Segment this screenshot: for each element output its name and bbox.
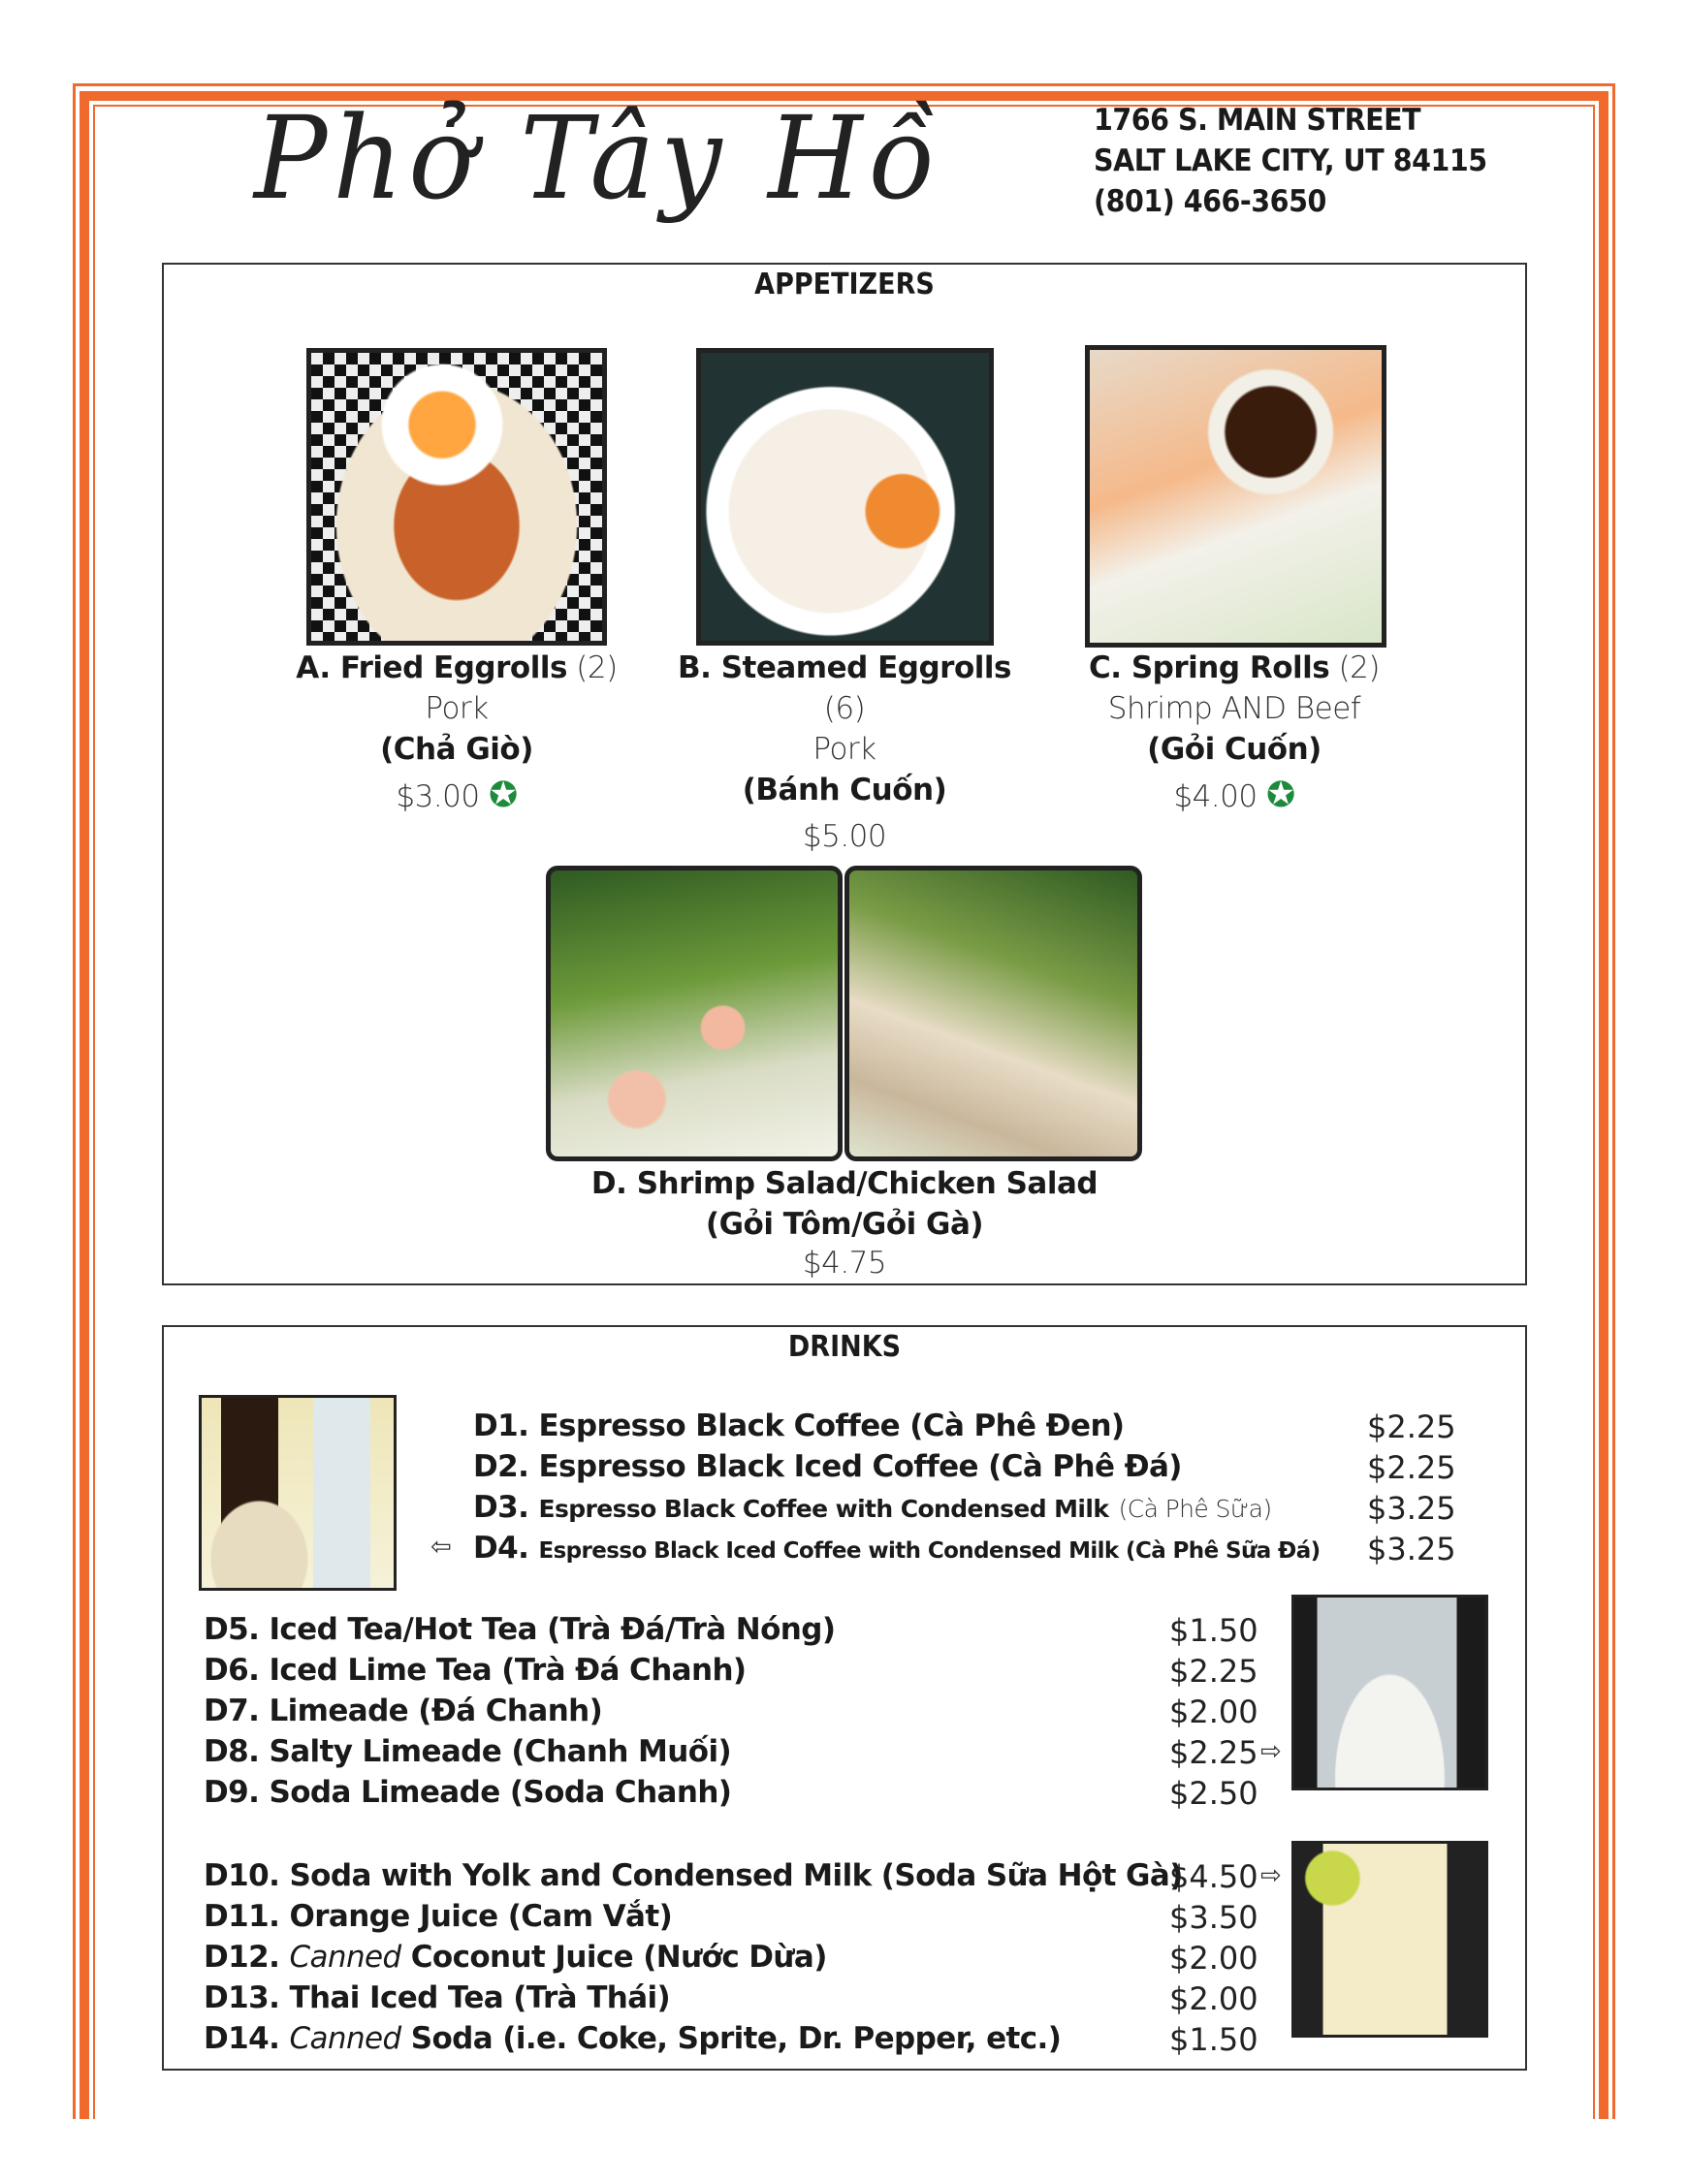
item-price: $4.75 xyxy=(802,1246,887,1281)
drinks-title: DRINKS xyxy=(787,1330,902,1364)
drink-code: D10. xyxy=(204,1858,290,1893)
drink-qualifier: Canned xyxy=(289,1940,401,1975)
price-d7: $2.00 xyxy=(1169,1693,1258,1730)
drink-name: Soda with Yolk and Condensed Milk (Soda Sữa Hột Gà) xyxy=(289,1858,1183,1893)
price-d9: $2.50 xyxy=(1169,1775,1258,1812)
item-vietnamese: (Bánh Cuốn) xyxy=(742,773,947,807)
price-d2: $2.25 xyxy=(1367,1449,1456,1486)
drink-d5: D5. Iced Tea/Hot Tea (Trà Đá/Trà Nóng) xyxy=(204,1612,836,1647)
drink-d11 xyxy=(204,1899,672,1934)
drink-name: Espresso Black Iced Coffee with Condensed Milk (Cà Phê Sữa Đá) xyxy=(538,1538,1321,1564)
drink-d6: D6. Iced Lime Tea (Trà Đá Chanh) xyxy=(204,1653,747,1688)
address-line2: SALT LAKE CITY, UT 84115 xyxy=(1094,143,1487,178)
drink-name: Coconut Juice (Nước Dừa) xyxy=(400,1940,827,1975)
appetizer-item-b xyxy=(655,648,1034,857)
coffee-photo xyxy=(199,1395,397,1591)
price-d14: $1.50 xyxy=(1169,2021,1258,2058)
appetizers-title: APPETIZERS xyxy=(754,268,935,301)
price-d8: $2.25 xyxy=(1169,1734,1258,1771)
arrow-right-icon: ⇨ xyxy=(1260,1861,1282,1890)
drink-code: D2. xyxy=(473,1449,529,1484)
address-line1: 1766 S. MAIN STREET xyxy=(1094,103,1421,138)
phone-number: (801) 466-3650 xyxy=(1094,184,1326,219)
item-filling: Pork xyxy=(812,732,876,767)
arrow-left-icon: ⇦ xyxy=(430,1533,452,1562)
limeade-photo xyxy=(1291,1595,1488,1790)
chicken-salad-photo xyxy=(844,866,1142,1161)
star-icon: ✪ xyxy=(1265,775,1295,815)
item-name: D. Shrimp Salad/Chicken Salad xyxy=(590,1166,1099,1201)
item-vietnamese: (Gỏi Cuốn) xyxy=(1147,732,1322,767)
drink-name: Espresso Black Coffee (Cà Phê Đen) xyxy=(538,1409,1125,1443)
drink-d1 xyxy=(473,1409,1125,1443)
drink-name: Thai Iced Tea (Trà Thái) xyxy=(289,1980,671,2015)
appetizer-item-a xyxy=(268,648,646,817)
drink-code: D12. xyxy=(204,1940,290,1975)
appetizer-item-d xyxy=(453,1163,1236,1282)
drink-name: Soda (i.e. Coke, Sprite, Dr. Pepper, etc.) xyxy=(400,2021,1062,2056)
drink-code: D3. xyxy=(473,1490,529,1525)
appetizer-item-c xyxy=(1045,648,1423,817)
drink-code: D11. xyxy=(204,1899,290,1934)
item-price: $3.00 xyxy=(396,779,480,814)
drink-code: D4. xyxy=(473,1531,529,1566)
drink-name: Orange Juice (Cam Vắt) xyxy=(289,1899,673,1934)
drink-code: D1. xyxy=(473,1409,529,1443)
drink-d14 xyxy=(204,2021,1061,2056)
fried-eggrolls-photo xyxy=(306,348,607,646)
item-name: C. Spring Rolls xyxy=(1089,650,1330,685)
item-qty: (2) xyxy=(576,650,618,685)
item-price: $5.00 xyxy=(802,819,887,854)
item-filling: Shrimp AND Beef xyxy=(1107,691,1361,726)
item-qty: (6) xyxy=(823,691,866,726)
price-d6: $2.25 xyxy=(1169,1653,1258,1690)
item-price: $4.00 xyxy=(1173,779,1258,814)
drink-qualifier: Canned xyxy=(289,2021,401,2056)
shrimp-salad-photo xyxy=(546,866,843,1161)
drink-vietnamese: (Cà Phê Sữa) xyxy=(1118,1495,1272,1523)
item-vietnamese: (Chả Giò) xyxy=(380,732,533,767)
item-filling: Pork xyxy=(425,691,489,726)
price-d3: $3.25 xyxy=(1367,1490,1456,1527)
drink-d3 xyxy=(473,1490,1272,1525)
drink-code: D14. xyxy=(204,2021,290,2056)
soda-yolk-photo xyxy=(1291,1841,1488,2038)
price-d10: $4.50 xyxy=(1169,1858,1258,1895)
drink-name: Espresso Black Coffee with Condensed Milk xyxy=(538,1495,1109,1523)
drink-code: D13. xyxy=(204,1980,290,2015)
drink-d8: D8. Salty Limeade (Chanh Muối) xyxy=(204,1734,732,1769)
arrow-right-icon: ⇨ xyxy=(1260,1737,1282,1766)
item-vietnamese: (Gỏi Tôm/Gỏi Gà) xyxy=(705,1207,984,1242)
price-d11: $3.50 xyxy=(1169,1899,1258,1936)
price-d4: $3.25 xyxy=(1367,1531,1456,1567)
spring-rolls-photo xyxy=(1085,345,1386,648)
restaurant-logo: Phở Tây Hồ xyxy=(254,93,941,226)
drink-d10 xyxy=(204,1858,1183,1893)
item-qty: (2) xyxy=(1338,650,1380,685)
drink-name: Espresso Black Iced Coffee (Cà Phê Đá) xyxy=(538,1449,1182,1484)
price-d5: $1.50 xyxy=(1169,1612,1258,1649)
item-name: B. Steamed Eggrolls xyxy=(678,650,1011,685)
drink-d9: D9. Soda Limeade (Soda Chanh) xyxy=(204,1775,732,1810)
price-d13: $2.00 xyxy=(1169,1980,1258,2017)
drink-d13 xyxy=(204,1980,670,2015)
drink-d4 xyxy=(473,1531,1321,1566)
drink-d12 xyxy=(204,1940,827,1975)
price-d1: $2.25 xyxy=(1367,1409,1456,1445)
price-d12: $2.00 xyxy=(1169,1940,1258,1977)
steamed-eggrolls-photo xyxy=(696,348,994,646)
drink-d7: D7. Limeade (Đá Chanh) xyxy=(204,1693,603,1728)
item-name: A. Fried Eggrolls xyxy=(296,650,567,685)
star-icon: ✪ xyxy=(488,775,518,815)
drink-d2 xyxy=(473,1449,1182,1484)
